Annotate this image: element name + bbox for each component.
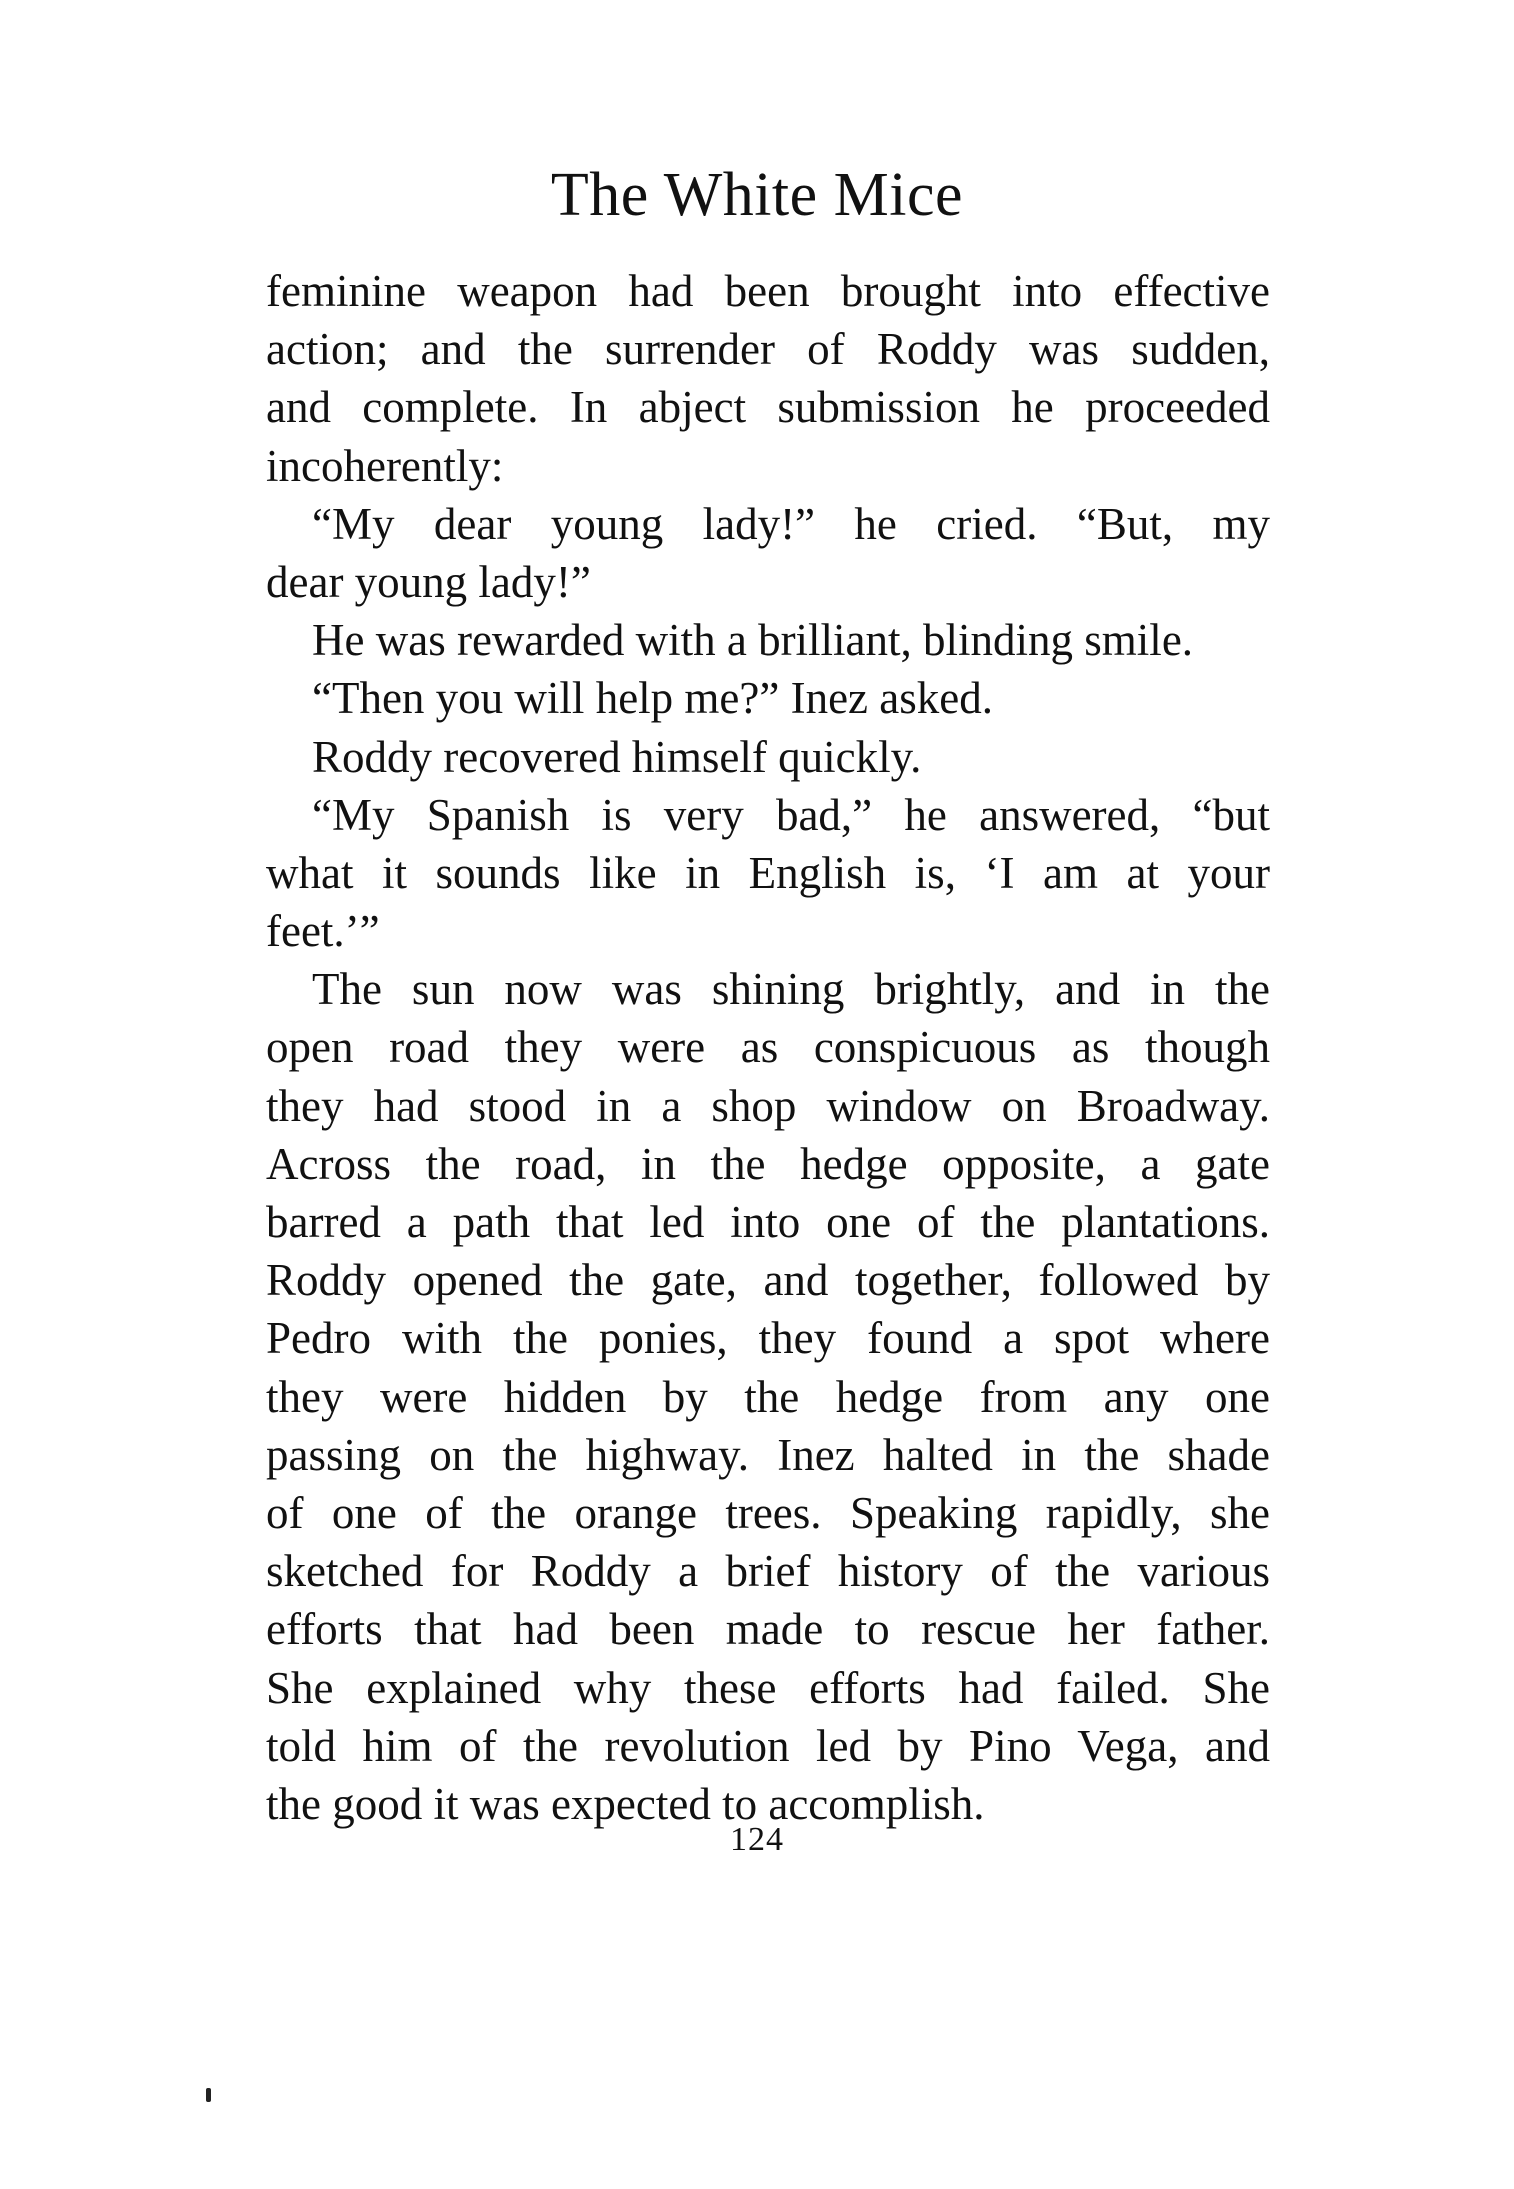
text-line: feet.’” xyxy=(266,906,380,957)
text-line: “My dear young lady!” he cried. “But, my xyxy=(312,498,1270,549)
text-line: Pedro with the ponies, they found a spot where xyxy=(266,1313,1270,1364)
running-head: The White Mice xyxy=(550,161,964,229)
text-line: He was rewarded with a brilliant, blinding smile. xyxy=(312,615,1194,666)
text-line: they had stood in a shop window on Broadway. xyxy=(266,1080,1270,1131)
text-line: barred a path that led into one of the plantations. xyxy=(266,1197,1270,1247)
body-text xyxy=(266,262,1270,1833)
text-line: “My Spanish is very bad,” he answered, “but xyxy=(312,789,1270,840)
text-line: the good it was expected to accomplish. xyxy=(266,1778,985,1829)
text-line: dear young lady!” xyxy=(266,556,591,607)
text-line: incoherently: xyxy=(266,440,504,491)
printing-speck xyxy=(206,2088,211,2102)
text-line: what it sounds like in English is, ‘I am at your xyxy=(266,847,1270,898)
text-line: Roddy recovered himself quickly. xyxy=(312,731,922,782)
text-line: told him of the revolution led by Pino Vega, and xyxy=(266,1720,1270,1771)
text-line: sketched for Roddy a brief history of the various xyxy=(266,1546,1270,1597)
text-line: they were hidden by the hedge from any one xyxy=(266,1371,1270,1422)
page-number: 124 xyxy=(730,1821,784,1858)
text-line: feminine weapon had been brought into effective xyxy=(266,266,1270,316)
text-line: and complete. In abject submission he proceeded xyxy=(266,382,1270,433)
text-line: efforts that had been made to rescue her father. xyxy=(266,1604,1270,1655)
text-line: of one of the orange trees. Speaking rapidly, she xyxy=(266,1487,1270,1538)
text-line: Roddy opened the gate, and together, followed by xyxy=(266,1255,1270,1306)
text-line: “Then you will help me?” Inez asked. xyxy=(312,673,993,724)
text-line: The sun now was shining brightly, and in the xyxy=(312,964,1270,1015)
text-line: She explained why these efforts had failed. She xyxy=(266,1662,1270,1713)
text-line: Across the road, in the hedge opposite, a gate xyxy=(266,1138,1270,1189)
text-line: open road they were as conspicuous as though xyxy=(266,1022,1270,1073)
text-line: action; and the surrender of Roddy was sudden, xyxy=(266,324,1270,375)
text-line: passing on the highway. Inez halted in the shade xyxy=(266,1429,1270,1480)
